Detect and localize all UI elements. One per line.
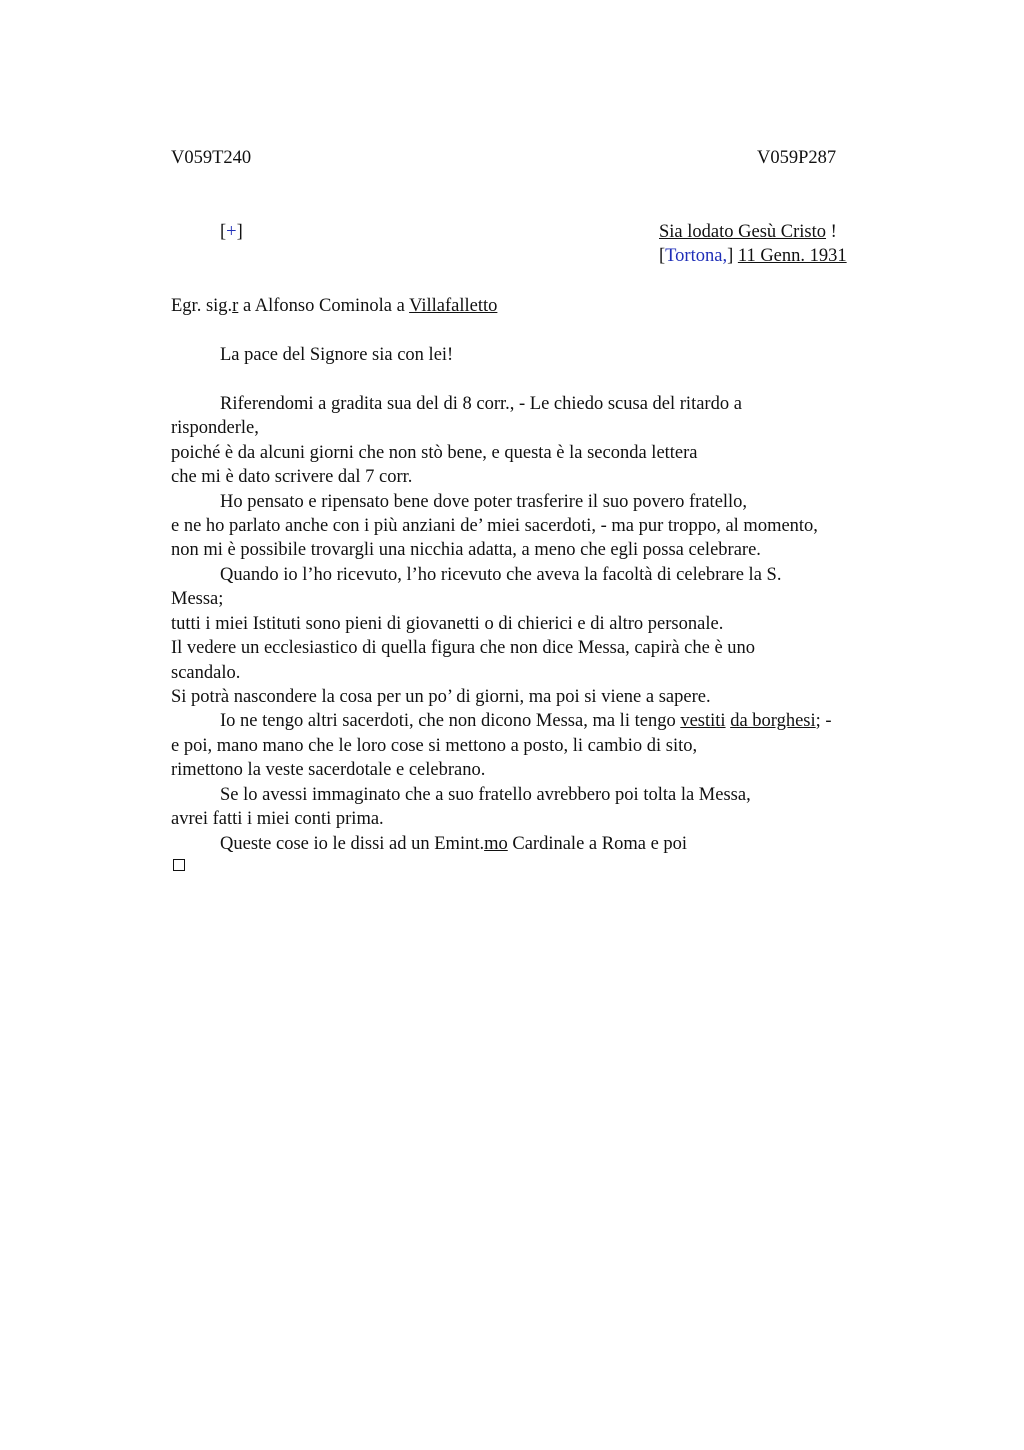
dateline: [Tortona,] 11 Genn. 1931 [659,246,847,266]
page-end-box-icon [173,859,185,871]
body-line: Messa; [171,589,224,609]
body-line: e ne ho parlato anche con i più anziani de’ miei sacerdoti, - ma pur troppo, al momento, [171,516,818,536]
body-line: Se lo avessi immaginato che a suo fratello avrebbero poi tolta la Messa, [220,785,751,805]
body-line: avrei fatti i miei conti prima. [171,809,384,829]
body-line: Il vedere un ecclesiastico di quella figura che non dice Messa, capirà che è uno [171,638,756,658]
addressee: Egr. sig.r a Alfonso Cominola a Villafalletto [171,296,498,316]
body-line: rimettono la veste sacerdotale e celebrano. [171,760,486,780]
body-line: tutti i miei Istituti sono pieni di giovanetti o di chierici e di altro personale. [171,614,724,634]
body-line: Si potrà nascondere la cosa per un po’ di giorni, ma poi si viene a sapere. [171,687,711,707]
body-line: poiché è da alcuni giorni che non stò bene, e questa è la seconda lettera [171,443,698,463]
body-line: Ho pensato e ripensato bene dove poter trasferire il suo povero fratello, [220,492,748,512]
body-line: che mi è dato scrivere dal 7 corr. [171,467,413,487]
body-line: scandalo. [171,663,241,683]
page-code-right: V059P287 [757,148,837,168]
body-line: Riferendomi a gradita sua del di 8 corr., - Le chiedo scusa del ritardo a [220,394,742,414]
document-code-left: V059T240 [171,148,252,168]
body-line: risponderle, [171,418,259,438]
body-line-vestiti: Io ne tengo altri sacerdoti, che non dicono Messa, ma li tengo vestiti da borghesi; - [220,711,832,731]
cross-mark: [+] [220,222,243,242]
body-line: e poi, mano mano che le loro cose si mettono a posto, li cambio di sito, [171,736,698,756]
body-line-last: Queste cose io le dissi ad un Emint.mo Cardinale a Roma e poi [220,834,688,854]
invocation: Sia lodato Gesù Cristo ! [659,222,837,242]
greeting: La pace del Signore sia con lei! [220,345,454,365]
body-line: Quando io l’ho ricevuto, l’ho ricevuto che aveva la facoltà di celebrare la S. [220,565,782,585]
body-line: non mi è possibile trovargli una nicchia adatta, a meno che egli possa celebrare. [171,540,761,560]
